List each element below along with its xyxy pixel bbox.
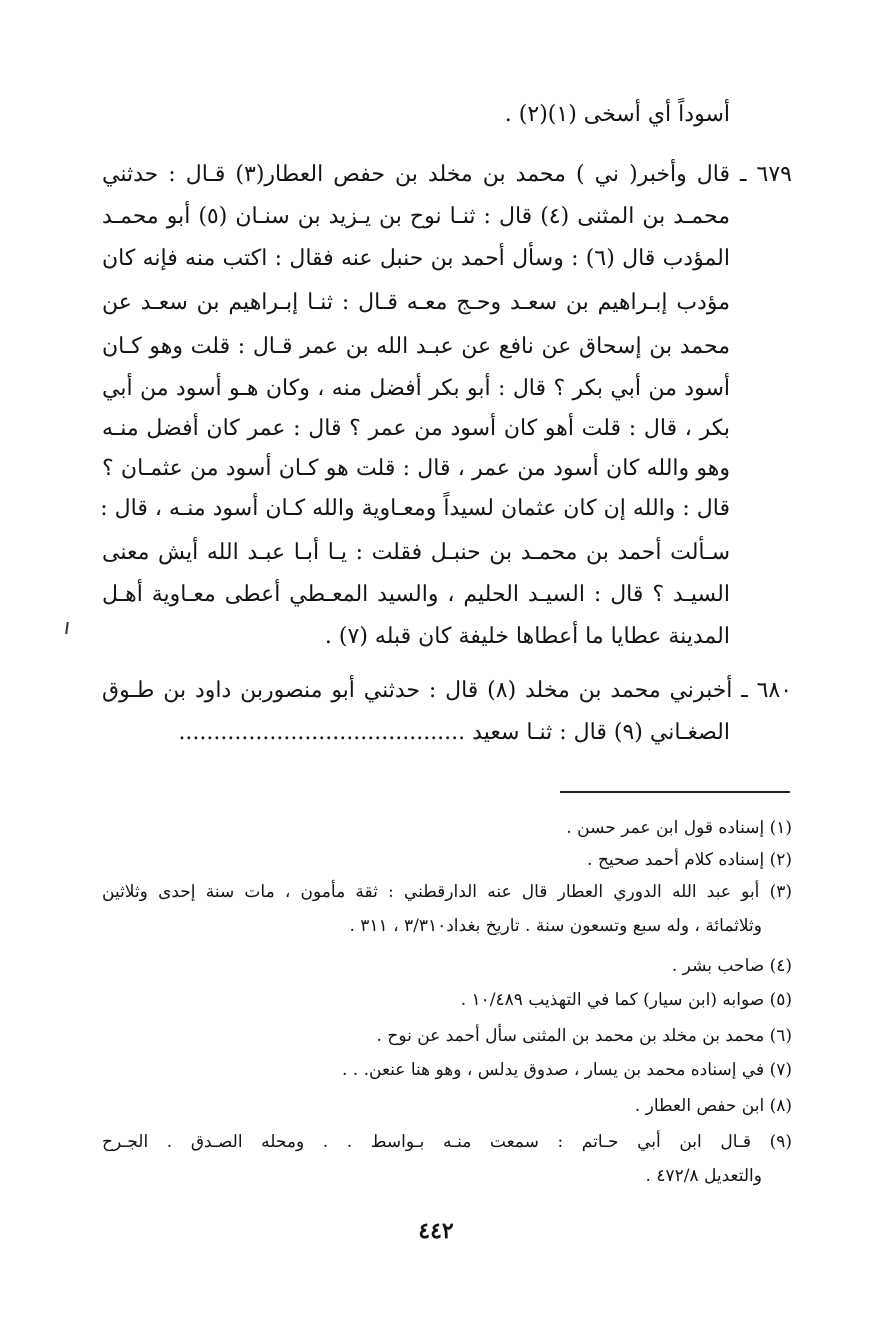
footnote-3-cont: وثلاثمائة ، وله سبع وتسعون سنة . تاريخ بغداد٣/٣١٠ ، ٣١١ .	[349, 916, 762, 936]
text-line-2: محمـد بن المثنى (٤) قال : ثنـا نوح بن يـزيد بن سنـان (٥) أبو محمـد	[102, 204, 730, 229]
text-line-6: أسود من أبي بكر ؟ قال : أبو بكر أفضل منه ، وكان هـو أسود من أبي	[102, 376, 730, 401]
footnote-separator	[560, 791, 790, 793]
footnote-4: (٤) صاحب بشر .	[671, 956, 792, 976]
text-line-1: ٦٧٩ ـ قال وأخبر( ني ) محمد بن مخلد بن حفص العطار(٣) قـال : حدثني	[102, 162, 792, 187]
footnote-9-cont: والتعديل ٤٧٢/٨ .	[645, 1166, 762, 1186]
text-line-7: بكر ، قال : قلت أهو كان أسود من عمر ؟ قال : عمر كان أفضل منـه	[102, 416, 730, 441]
footnote-5: (٥) صوابه (ابن سيار) كما في التهذيب ١٠/٤٨٩ .	[460, 990, 792, 1010]
footnote-2: (٢) إسناده كلام أحمد صحيح .	[587, 850, 792, 870]
footnote-8: (٨) ابن حفص العطار .	[634, 1096, 792, 1116]
footnote-9: (٩) قـال ابن أبي حـاتم : سمعت منـه بـواسط . . ومحله الصـدق . الجـرح	[102, 1132, 792, 1152]
text-line-10: سـألت أحمد بن محمـد بن حنبـل فقلت : يـا أبـا عبـد الله أيش معنى	[102, 540, 730, 565]
page-number: ٤٤٢	[418, 1218, 454, 1244]
text-line-12: المدينة عطايا ما أعطاها خليفة كان قبله (٧) .	[324, 624, 730, 649]
text-line-5: محمد بن إسحاق عن نافع عن عبـد الله بن عمر قـال : قلت وهو كـان	[102, 334, 730, 359]
text-line-8: وهو والله كان أسود من عمر ، قال : قلت هو كـان أسود من عثمـان ؟	[102, 456, 730, 481]
text-line-13: ٦٨٠ ـ أخبرني محمد بن مخلد (٨) قال : حدثني أبو منصوربن داود بن طـوق	[102, 678, 793, 703]
text-line-4: مؤدب إبـراهيم بن سعـد وحـج معـه قـال : ثنـا إبـراهيم بن سعـد عن	[102, 290, 730, 315]
text-line-0: أسوداً أي أسخى (١)(٢) .	[504, 102, 730, 127]
text-line-14: الصغـاني (٩) قال : ثنـا سعيد .........................................	[178, 720, 730, 745]
margin-mark	[65, 622, 69, 634]
footnote-3: (٣) أبو عبد الله الدوري العطار قال عنه الدارقطني : ثقة مأمون ، مات سنة إحدى وثلاثين	[102, 882, 792, 902]
footnote-7: (٧) في إسناده محمد بن يسار ، صدوق يدلس ، وهو هنا عنعن. . .	[341, 1060, 792, 1080]
footnote-1: (١) إسناده قول ابن عمر حسن .	[566, 818, 792, 838]
text-line-11: السيـد ؟ قال : السيـد الحليم ، والسيد المعـطي أعطى معـاوية أهـل	[102, 582, 730, 607]
footnote-6: (٦) محمد بن مخلد بن محمد بن المثنى سأل أحمد عن نوح .	[376, 1026, 792, 1046]
text-line-9: قال : والله إن كان عثمان لسيداً ومعـاوية والله كـان أسود منـه ، قال :	[100, 496, 730, 521]
text-line-3: المؤدب قال (٦) : وسأل أحمد بن حنبل عنه فقال : اكتب منه فإنه كان	[102, 246, 730, 271]
